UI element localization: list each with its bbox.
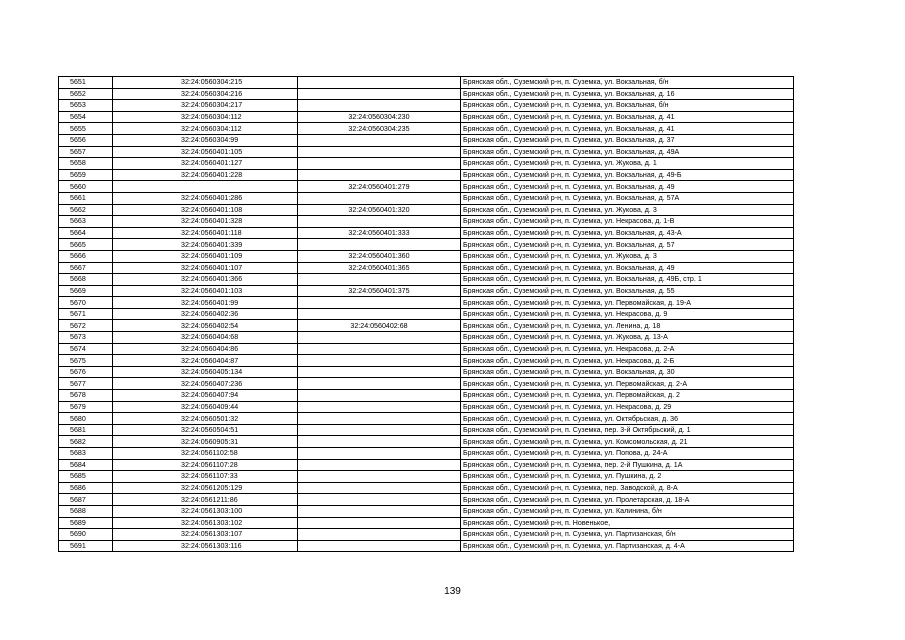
- row-number-cell: 5659: [59, 169, 113, 181]
- address-cell: Брянская обл., Суземский р-н, п. Суземка, ул. Некрасова, д. 1-В: [461, 216, 794, 228]
- previous-cadastral-number-cell: [298, 88, 461, 100]
- page-number: 139: [444, 586, 461, 597]
- table-row: [59, 471, 794, 483]
- row-number-cell: 5674: [59, 343, 113, 355]
- address-cell: Брянская обл., Суземский р-н, п. Суземка, ул. Некрасова, д. 9: [461, 308, 794, 320]
- row-number-cell: 5670: [59, 297, 113, 309]
- previous-cadastral-number-cell: 32:24:0560402:68: [298, 320, 461, 332]
- previous-cadastral-number-cell: [298, 332, 461, 344]
- cadastral-number-cell: [113, 181, 298, 193]
- address-cell: Брянская обл., Суземский р-н, п. Суземка, ул. Вокзальная, д. 49: [461, 181, 794, 193]
- cadastral-number-cell: 32:24:0560401:109: [113, 250, 298, 262]
- previous-cadastral-number-cell: [298, 459, 461, 471]
- table-row: [59, 204, 794, 216]
- table-row: [59, 250, 794, 262]
- row-number-cell: 5687: [59, 494, 113, 506]
- table-row: [59, 111, 794, 123]
- table-row: [59, 88, 794, 100]
- address-cell: Брянская обл., Суземский р-н, п. Суземка, ул. Жукова, д. 3: [461, 204, 794, 216]
- row-number-cell: 5671: [59, 308, 113, 320]
- cadastral-number-cell: 32:24:0560404:87: [113, 355, 298, 367]
- cadastral-number-cell: 32:24:0560905:31: [113, 436, 298, 448]
- row-number-cell: 5653: [59, 100, 113, 112]
- cadastral-number-cell: 32:24:0560401:339: [113, 239, 298, 251]
- row-number-cell: 5685: [59, 471, 113, 483]
- table-row: [59, 123, 794, 135]
- address-cell: Брянская обл., Суземский р-н, п. Суземка, ул. Партизанская, б/н: [461, 529, 794, 541]
- cadastral-number-cell: 32:24:0560405:134: [113, 366, 298, 378]
- cadastral-number-cell: 32:24:0561303:102: [113, 517, 298, 529]
- row-number-cell: 5684: [59, 459, 113, 471]
- cadastral-number-cell: 32:24:0560401:103: [113, 285, 298, 297]
- row-number-cell: 5663: [59, 216, 113, 228]
- address-cell: Брянская обл., Суземский р-н, п. Суземка, ул. Вокзальная, д. 55: [461, 285, 794, 297]
- table-row: [59, 192, 794, 204]
- address-cell: Брянская обл., Суземский р-н, п. Суземка, ул. Комсомольская, д. 21: [461, 436, 794, 448]
- address-cell: Брянская обл., Суземский р-н, п. Суземка, ул. Жукова, д. 13-А: [461, 332, 794, 344]
- address-cell: Брянская обл., Суземский р-н, п. Суземка, ул. Вокзальная, д. 37: [461, 134, 794, 146]
- previous-cadastral-number-cell: [298, 77, 461, 89]
- previous-cadastral-number-cell: [298, 494, 461, 506]
- row-number-cell: 5662: [59, 204, 113, 216]
- table-row: [59, 100, 794, 112]
- previous-cadastral-number-cell: [298, 274, 461, 286]
- address-cell: Брянская обл., Суземский р-н, п. Суземка, ул. Вокзальная, д. 16: [461, 88, 794, 100]
- previous-cadastral-number-cell: [298, 134, 461, 146]
- table-row: [59, 505, 794, 517]
- table-row: [59, 390, 794, 402]
- address-cell: Брянская обл., Суземский р-н, п. Суземка, ул. Калинина, б/н: [461, 505, 794, 517]
- previous-cadastral-number-cell: 32:24:0560401:365: [298, 262, 461, 274]
- row-number-cell: 5651: [59, 77, 113, 89]
- previous-cadastral-number-cell: [298, 158, 461, 170]
- previous-cadastral-number-cell: [298, 436, 461, 448]
- table-row: [59, 459, 794, 471]
- table-row: [59, 540, 794, 552]
- address-cell: Брянская обл., Суземский р-н, п. Суземка, ул. Ленина, д. 18: [461, 320, 794, 332]
- cadastral-number-cell: 32:24:0560407:236: [113, 378, 298, 390]
- previous-cadastral-number-cell: [298, 517, 461, 529]
- previous-cadastral-number-cell: 32:24:0560401:320: [298, 204, 461, 216]
- address-cell: Брянская обл., Суземский р-н, п. Суземка, ул. Вокзальная, д. 30: [461, 366, 794, 378]
- address-cell: Брянская обл., Суземский р-н, п. Суземка, ул. Первомайская, д. 2-А: [461, 378, 794, 390]
- previous-cadastral-number-cell: [298, 100, 461, 112]
- table-row: [59, 332, 794, 344]
- previous-cadastral-number-cell: [298, 448, 461, 460]
- table-row: [59, 482, 794, 494]
- cadastral-number-cell: 32:24:0560504:51: [113, 424, 298, 436]
- address-cell: Брянская обл., Суземский р-н, п. Суземка, ул. Пролетарская, д. 18-А: [461, 494, 794, 506]
- previous-cadastral-number-cell: [298, 146, 461, 158]
- address-cell: Брянская обл., Суземский р-н, п. Суземка, пер. 3-й Октябрьский, д. 1: [461, 424, 794, 436]
- previous-cadastral-number-cell: [298, 169, 461, 181]
- address-cell: Брянская обл., Суземский р-н, п. Суземка, ул. Вокзальная, д. 57: [461, 239, 794, 251]
- previous-cadastral-number-cell: [298, 401, 461, 413]
- cadastral-number-cell: 32:24:0560304:217: [113, 100, 298, 112]
- cadastral-number-cell: 32:24:0560401:105: [113, 146, 298, 158]
- cadastral-number-cell: 32:24:0561303:116: [113, 540, 298, 552]
- row-number-cell: 5665: [59, 239, 113, 251]
- previous-cadastral-number-cell: 32:24:0560401:333: [298, 227, 461, 239]
- address-cell: Брянская обл., Суземский р-н, п. Суземка, ул. Вокзальная, д. 49Б, стр. 1: [461, 274, 794, 286]
- address-cell: Брянская обл., Суземский р-н, п. Суземка, ул. Вокзальная, д. 49А: [461, 146, 794, 158]
- table-row: [59, 274, 794, 286]
- cadastral-number-cell: 32:24:0560304:216: [113, 88, 298, 100]
- address-cell: Брянская обл., Суземский р-н, п. Суземка, ул. Попова, д. 24-А: [461, 448, 794, 460]
- table-row: [59, 494, 794, 506]
- row-number-cell: 5677: [59, 378, 113, 390]
- cadastral-number-cell: 32:24:0560404:86: [113, 343, 298, 355]
- row-number-cell: 5661: [59, 192, 113, 204]
- address-cell: Брянская обл., Суземский р-н, п. Суземка, ул. Жукова, д. 1: [461, 158, 794, 170]
- cadastral-number-cell: 32:24:0560402:54: [113, 320, 298, 332]
- cadastral-number-cell: 32:24:0561205:129: [113, 482, 298, 494]
- table-row: [59, 355, 794, 367]
- row-number-cell: 5667: [59, 262, 113, 274]
- address-cell: Брянская обл., Суземский р-н, п. Суземка, ул. Вокзальная, д. 49-Б: [461, 169, 794, 181]
- cadastral-number-cell: 32:24:0560304:112: [113, 123, 298, 135]
- cadastral-number-cell: 32:24:0560304:215: [113, 77, 298, 89]
- row-number-cell: 5656: [59, 134, 113, 146]
- address-cell: Брянская обл., Суземский р-н, п. Суземка, пер. Заводской, д. 8-А: [461, 482, 794, 494]
- table-row: [59, 216, 794, 228]
- row-number-cell: 5666: [59, 250, 113, 262]
- address-cell: Брянская обл., Суземский р-н, п. Суземка, ул. Вокзальная, д. 49: [461, 262, 794, 274]
- previous-cadastral-number-cell: [298, 366, 461, 378]
- previous-cadastral-number-cell: 32:24:0560401:360: [298, 250, 461, 262]
- previous-cadastral-number-cell: [298, 390, 461, 402]
- address-cell: Брянская обл., Суземский р-н, п. Суземка, ул. Вокзальная, д. 41: [461, 111, 794, 123]
- table-row: [59, 378, 794, 390]
- row-number-cell: 5668: [59, 274, 113, 286]
- table-row: [59, 308, 794, 320]
- address-cell: Брянская обл., Суземский р-н, п. Суземка, ул. Некрасова, д. 2-Б: [461, 355, 794, 367]
- address-cell: Брянская обл., Суземский р-н, п. Суземка, ул. Вокзальная, д. 43-А: [461, 227, 794, 239]
- previous-cadastral-number-cell: [298, 529, 461, 541]
- row-number-cell: 5691: [59, 540, 113, 552]
- previous-cadastral-number-cell: [298, 424, 461, 436]
- previous-cadastral-number-cell: [298, 413, 461, 425]
- registry-table-body: [59, 77, 794, 552]
- previous-cadastral-number-cell: [298, 482, 461, 494]
- cadastral-number-cell: 32:24:0560401:286: [113, 192, 298, 204]
- table-row: [59, 424, 794, 436]
- table-row: [59, 158, 794, 170]
- cadastral-number-cell: 32:24:0560401:107: [113, 262, 298, 274]
- row-number-cell: 5683: [59, 448, 113, 460]
- previous-cadastral-number-cell: [298, 239, 461, 251]
- address-cell: Брянская обл., Суземский р-н, п. Суземка, ул. Вокзальная, б/н: [461, 100, 794, 112]
- cadastral-number-cell: 32:24:0561303:107: [113, 529, 298, 541]
- table-row: [59, 448, 794, 460]
- table-row: [59, 146, 794, 158]
- cadastral-number-cell: 32:24:0560401:108: [113, 204, 298, 216]
- address-cell: Брянская обл., Суземский р-н, п. Суземка, ул. Пушкина, д. 2: [461, 471, 794, 483]
- table-row: [59, 297, 794, 309]
- previous-cadastral-number-cell: [298, 540, 461, 552]
- table-row: [59, 436, 794, 448]
- cadastral-number-cell: 32:24:0560401:366: [113, 274, 298, 286]
- cadastral-number-cell: 32:24:0560501:32: [113, 413, 298, 425]
- cadastral-number-cell: 32:24:0561107:28: [113, 459, 298, 471]
- cadastral-number-cell: 32:24:0561102:58: [113, 448, 298, 460]
- row-number-cell: 5688: [59, 505, 113, 517]
- row-number-cell: 5678: [59, 390, 113, 402]
- row-number-cell: 5686: [59, 482, 113, 494]
- previous-cadastral-number-cell: [298, 355, 461, 367]
- previous-cadastral-number-cell: [298, 308, 461, 320]
- table-row: [59, 239, 794, 251]
- cadastral-number-cell: 32:24:0560401:228: [113, 169, 298, 181]
- table-row: [59, 227, 794, 239]
- address-cell: Брянская обл., Суземский р-н, п. Суземка, ул. Первомайская, д. 19-А: [461, 297, 794, 309]
- row-number-cell: 5657: [59, 146, 113, 158]
- address-cell: Брянская обл., Суземский р-н, п. Суземка, ул. Октябрьская, д. 36: [461, 413, 794, 425]
- previous-cadastral-number-cell: 32:24:0560401:279: [298, 181, 461, 193]
- address-cell: Брянская обл., Суземский р-н, п. Суземка, ул. Первомайская, д. 2: [461, 390, 794, 402]
- cadastral-number-cell: 32:24:0560402:36: [113, 308, 298, 320]
- cadastral-number-cell: 32:24:0560304:99: [113, 134, 298, 146]
- cadastral-number-cell: 32:24:0560409:44: [113, 401, 298, 413]
- row-number-cell: 5655: [59, 123, 113, 135]
- table-row: [59, 517, 794, 529]
- row-number-cell: 5672: [59, 320, 113, 332]
- cadastral-number-cell: 32:24:0560401:99: [113, 297, 298, 309]
- table-row: [59, 529, 794, 541]
- cadastral-number-cell: 32:24:0561211:86: [113, 494, 298, 506]
- row-number-cell: 5654: [59, 111, 113, 123]
- previous-cadastral-number-cell: [298, 297, 461, 309]
- row-number-cell: 5660: [59, 181, 113, 193]
- table-row: [59, 320, 794, 332]
- previous-cadastral-number-cell: [298, 471, 461, 483]
- row-number-cell: 5658: [59, 158, 113, 170]
- table-row: [59, 401, 794, 413]
- table-row: [59, 169, 794, 181]
- row-number-cell: 5664: [59, 227, 113, 239]
- previous-cadastral-number-cell: [298, 192, 461, 204]
- row-number-cell: 5680: [59, 413, 113, 425]
- cadastral-number-cell: 32:24:0560404:68: [113, 332, 298, 344]
- address-cell: Брянская обл., Суземский р-н, п. Суземка, ул. Некрасова, д. 2-А: [461, 343, 794, 355]
- previous-cadastral-number-cell: 32:24:0560401:375: [298, 285, 461, 297]
- cadastral-number-cell: 32:24:0561303:100: [113, 505, 298, 517]
- table-row: [59, 285, 794, 297]
- table-row: [59, 134, 794, 146]
- address-cell: Брянская обл., Суземский р-н, п. Новенькое,: [461, 517, 794, 529]
- previous-cadastral-number-cell: [298, 378, 461, 390]
- previous-cadastral-number-cell: 32:24:0560304:230: [298, 111, 461, 123]
- cadastral-number-cell: 32:24:0560304:112: [113, 111, 298, 123]
- address-cell: Брянская обл., Суземский р-н, п. Суземка, ул. Жукова, д. 3: [461, 250, 794, 262]
- previous-cadastral-number-cell: [298, 216, 461, 228]
- table-row: [59, 366, 794, 378]
- row-number-cell: 5690: [59, 529, 113, 541]
- table-row: [59, 413, 794, 425]
- table-row: [59, 181, 794, 193]
- address-cell: Брянская обл., Суземский р-н, п. Суземка, пер. 2-й Пушкина, д. 1А: [461, 459, 794, 471]
- row-number-cell: 5675: [59, 355, 113, 367]
- cadastral-number-cell: 32:24:0560401:127: [113, 158, 298, 170]
- registry-table: [58, 76, 794, 552]
- cadastral-number-cell: 32:24:0561107:33: [113, 471, 298, 483]
- address-cell: Брянская обл., Суземский р-н, п. Суземка, ул. Вокзальная, б/н: [461, 77, 794, 89]
- row-number-cell: 5679: [59, 401, 113, 413]
- row-number-cell: 5676: [59, 366, 113, 378]
- row-number-cell: 5681: [59, 424, 113, 436]
- address-cell: Брянская обл., Суземский р-н, п. Суземка, ул. Партизанская, д. 4-А: [461, 540, 794, 552]
- row-number-cell: 5673: [59, 332, 113, 344]
- row-number-cell: 5682: [59, 436, 113, 448]
- previous-cadastral-number-cell: [298, 343, 461, 355]
- address-cell: Брянская обл., Суземский р-н, п. Суземка, ул. Некрасова, д. 29: [461, 401, 794, 413]
- address-cell: Брянская обл., Суземский р-н, п. Суземка, ул. Вокзальная, д. 57А: [461, 192, 794, 204]
- row-number-cell: 5669: [59, 285, 113, 297]
- table-row: [59, 262, 794, 274]
- address-cell: Брянская обл., Суземский р-н, п. Суземка, ул. Вокзальная, д. 41: [461, 123, 794, 135]
- previous-cadastral-number-cell: 32:24:0560304:235: [298, 123, 461, 135]
- row-number-cell: 5689: [59, 517, 113, 529]
- cadastral-number-cell: 32:24:0560401:328: [113, 216, 298, 228]
- cadastral-number-cell: 32:24:0560407:94: [113, 390, 298, 402]
- cadastral-number-cell: 32:24:0560401:118: [113, 227, 298, 239]
- row-number-cell: 5652: [59, 88, 113, 100]
- table-row: [59, 77, 794, 89]
- previous-cadastral-number-cell: [298, 505, 461, 517]
- table-row: [59, 343, 794, 355]
